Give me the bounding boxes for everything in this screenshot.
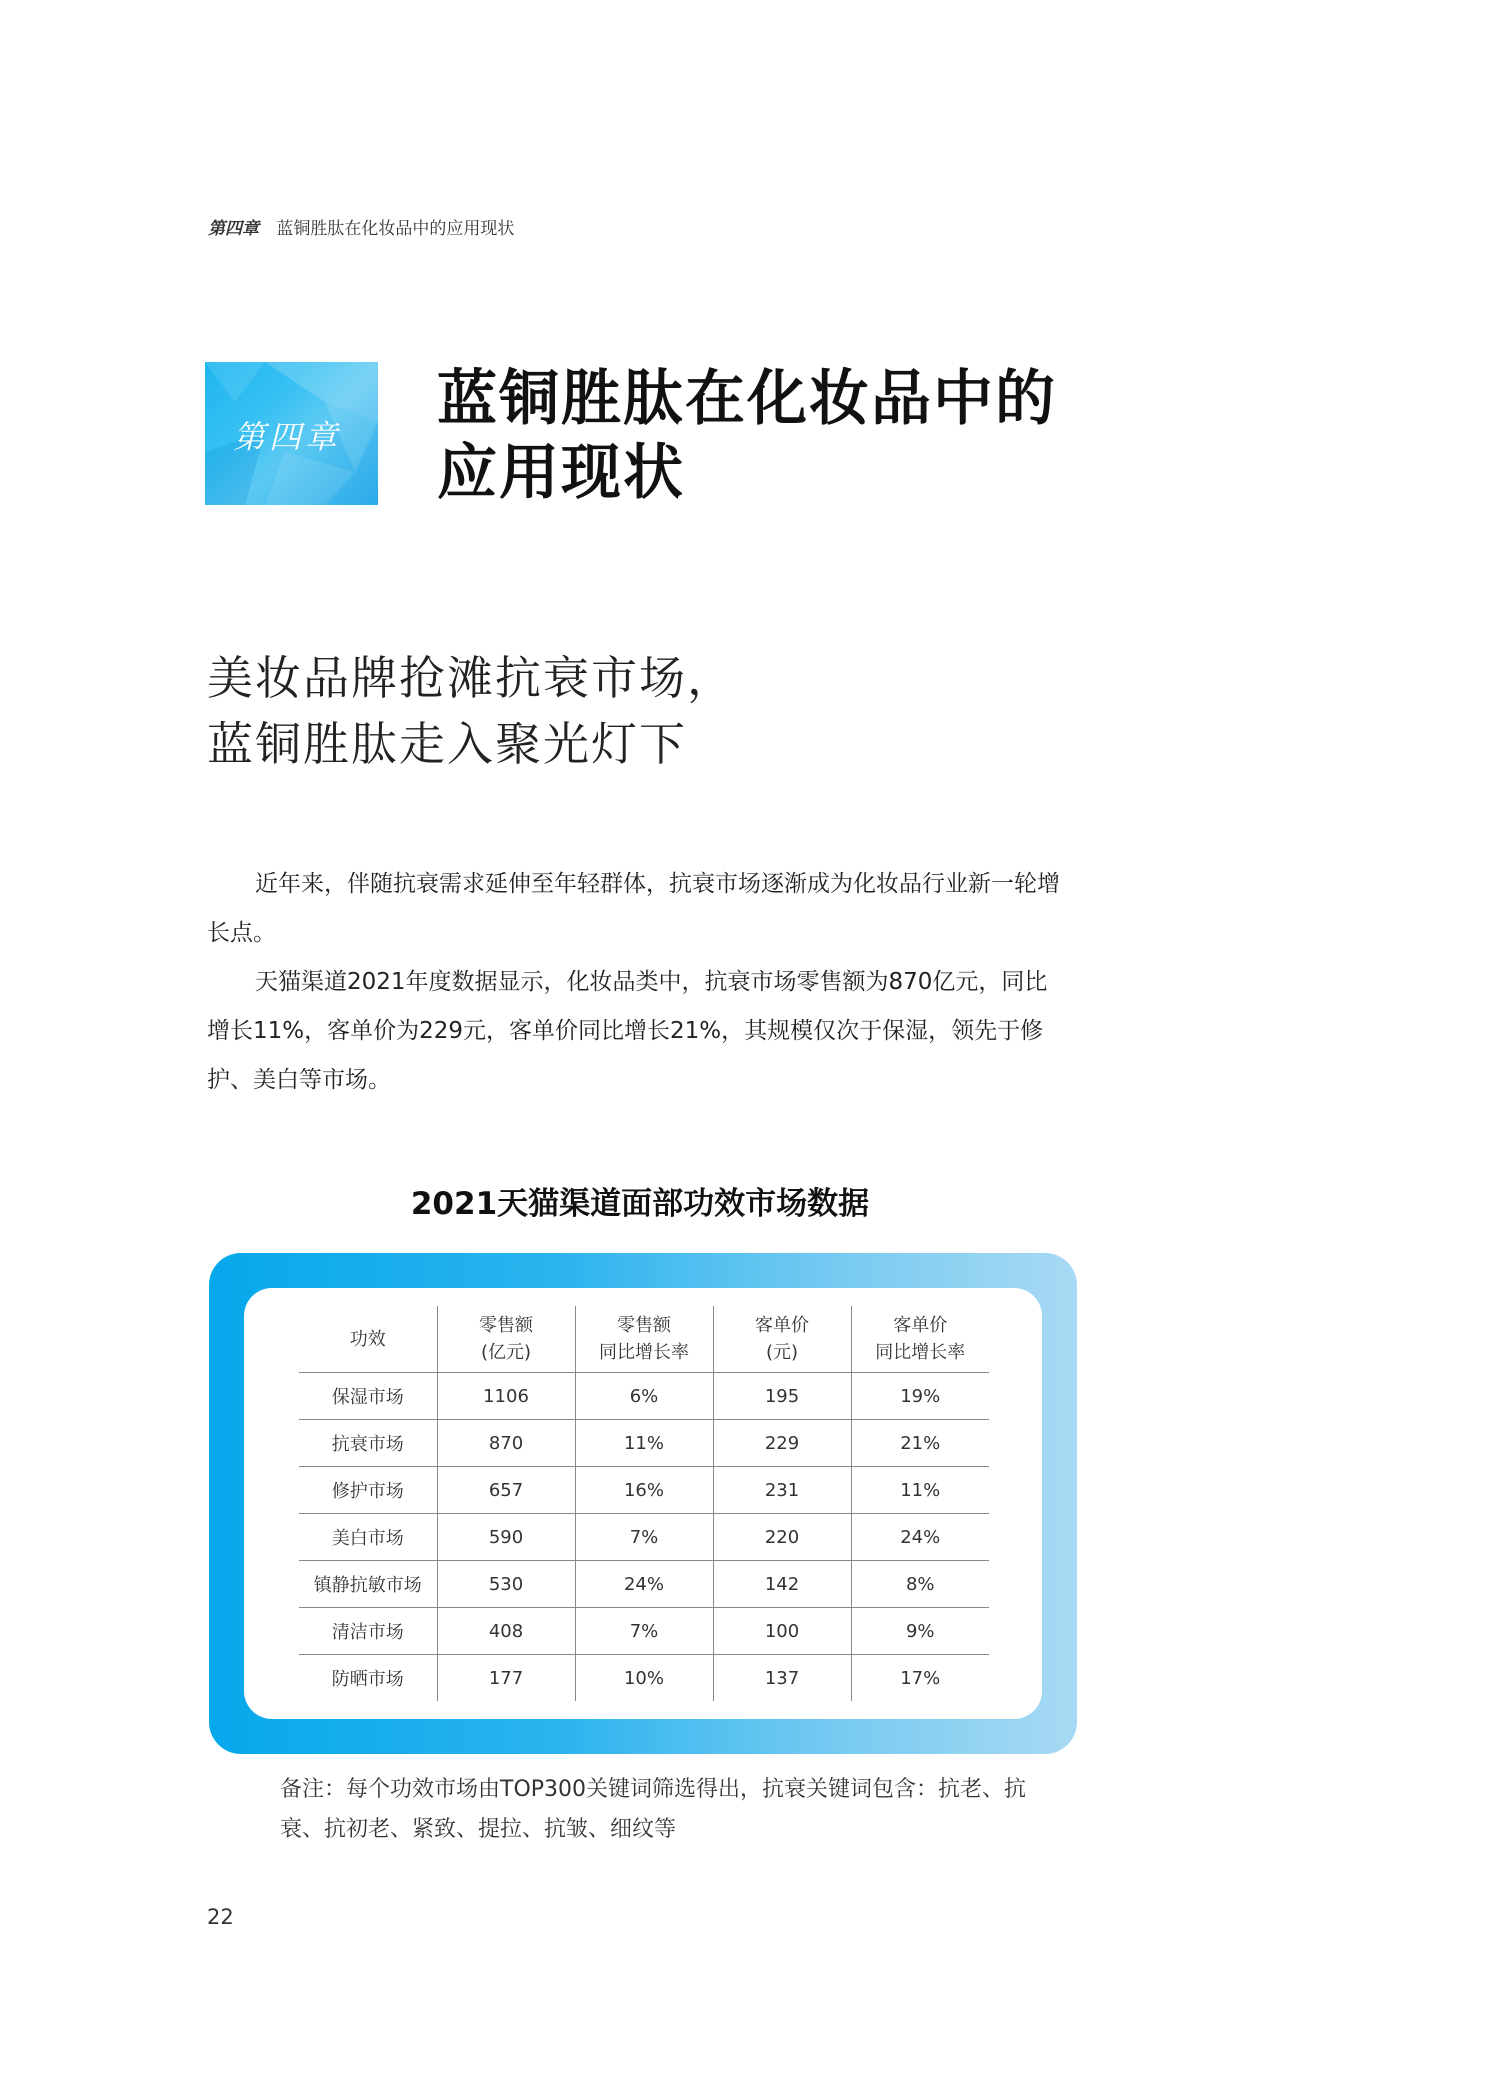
table-cell: 7% <box>575 1514 713 1561</box>
table-cell: 1106 <box>437 1373 575 1420</box>
table-cell: 24% <box>575 1561 713 1608</box>
table-cell: 镇静抗敏市场 <box>299 1561 437 1608</box>
column-header-efficacy <box>299 1306 437 1373</box>
column-header-label: 客单价 <box>755 1315 809 1336</box>
body-paragraph: 天猫渠道2021年度数据显示，化妆品类中，抗衰市场零售额为870亿元，同比增长11%，客单价为229元，客单价同比增长21%，其规模仅次于保湿，领先于修护、美白等市场。 <box>207 969 1048 1093</box>
table-cell: 870 <box>437 1420 575 1467</box>
table-cell: 防晒市场 <box>331 1669 404 1690</box>
running-header-chapter: 第四章 <box>208 219 259 239</box>
table-row <box>299 1420 989 1467</box>
table-row <box>299 1373 989 1420</box>
page-number: 22 <box>207 1905 234 1929</box>
chapter-title <box>437 362 1197 510</box>
market-data-table <box>299 1306 989 1701</box>
chapter-title-line-1: 蓝铜胜肽在化妆品中的 <box>437 364 1057 434</box>
column-header-unit: 同比增长率 <box>599 1342 689 1363</box>
section-title-line-1: 美妆品牌抢滩抗衰市场， <box>207 651 735 705</box>
table-cell: 16% <box>575 1467 713 1514</box>
table-cell: 10% <box>575 1655 713 1702</box>
chapter-badge <box>205 362 378 505</box>
table-cell: 657 <box>437 1467 575 1514</box>
table-row <box>299 1514 989 1561</box>
table-cell: 100 <box>713 1608 851 1655</box>
body-paragraph: 近年来，伴随抗衰需求延伸至年轻群体，抗衰市场逐渐成为化妆品行业新一轮增长点。 <box>207 871 1060 946</box>
table-cell: 清洁市场 <box>299 1608 437 1655</box>
table-cell: 11% <box>851 1467 989 1514</box>
table-row <box>299 1608 989 1655</box>
column-header-retail-sales <box>437 1306 575 1373</box>
table-row <box>299 1467 989 1514</box>
table-cell: 408 <box>437 1608 575 1655</box>
table-cell: 24% <box>851 1514 989 1561</box>
table-cell: 142 <box>713 1561 851 1608</box>
table-cell: 6% <box>575 1373 713 1420</box>
table-cell: 7% <box>575 1608 713 1655</box>
column-header-unit: (元) <box>765 1342 799 1363</box>
table-cell: 231 <box>713 1467 851 1514</box>
column-header-label: 功效 <box>349 1328 386 1350</box>
table-cell: 137 <box>713 1655 851 1702</box>
table-cell: 220 <box>713 1514 851 1561</box>
section-title-line-2: 蓝铜胜肽走入聚光灯下 <box>207 717 687 771</box>
table-cell: 8% <box>851 1561 989 1608</box>
table-cell: 9% <box>851 1608 989 1655</box>
table-cell: 抗衰市场 <box>299 1420 437 1467</box>
table-body <box>299 1373 989 1702</box>
table-cell: 21% <box>851 1420 989 1467</box>
table-frame <box>209 1253 1077 1754</box>
table-cell: 229 <box>713 1420 851 1467</box>
table-card <box>244 1288 1042 1719</box>
table-cell: 19% <box>851 1373 989 1420</box>
table-cell: 11% <box>575 1420 713 1467</box>
column-header-retail-growth <box>575 1306 713 1373</box>
body-text <box>207 860 1067 1105</box>
table-cell: 177 <box>437 1655 575 1702</box>
chapter-title-line-2: 应用现状 <box>437 438 685 508</box>
running-header-title: 蓝铜胜肽在化妆品中的应用现状 <box>276 219 515 239</box>
table-cell: 195 <box>713 1373 851 1420</box>
table-cell: 美白市场 <box>299 1514 437 1561</box>
chapter-badge-label: 第四章 <box>233 418 342 456</box>
table-cell: 530 <box>437 1561 575 1608</box>
column-header-price-growth <box>851 1306 989 1373</box>
table-cell: 590 <box>437 1514 575 1561</box>
running-header <box>208 214 514 239</box>
column-header-unit: 同比增长率 <box>875 1342 966 1363</box>
table-title: 2021天猫渠道面部功效市场数据 <box>410 1186 870 1222</box>
table-note: 备注：每个功效市场由TOP300关键词筛选得出，抗衰关键词包含：抗老、抗衰、抗初老、紧致、提拉、抗皱、细纹等 <box>280 1777 1027 1842</box>
table-row <box>299 1561 989 1608</box>
table-cell: 修护市场 <box>299 1467 437 1514</box>
table-cell: 保湿市场 <box>299 1373 437 1420</box>
table-cell: 17% <box>851 1655 989 1702</box>
column-header-label: 零售额 <box>479 1315 533 1336</box>
column-header-label: 客单价 <box>893 1315 948 1336</box>
column-header-label: 零售额 <box>617 1315 671 1336</box>
column-header-unit-price <box>713 1306 851 1373</box>
column-header-unit: (亿元) <box>480 1342 532 1363</box>
section-title <box>207 645 735 777</box>
table-header-row <box>299 1306 989 1373</box>
table-row <box>299 1655 989 1702</box>
